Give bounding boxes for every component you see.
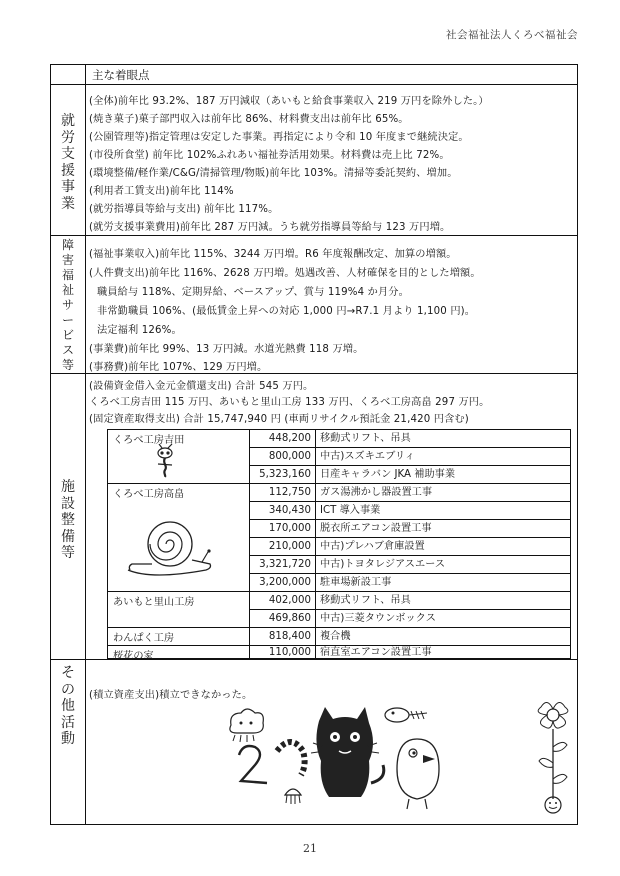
description-cell: ガス湯沸かし器設置工事 bbox=[320, 487, 433, 498]
text-line: 法定福利 126%。 bbox=[97, 325, 182, 336]
amount-cell: 800,000 bbox=[250, 448, 316, 466]
description-cell: 駐車場新設工事 bbox=[320, 577, 392, 588]
snail-doodle bbox=[122, 520, 218, 586]
table-row bbox=[250, 610, 570, 628]
description-cell: 中古)スズキエブリィ bbox=[320, 451, 415, 462]
amount-cell: 170,000 bbox=[250, 520, 316, 538]
amount-cell: 110,000 bbox=[250, 646, 316, 660]
amount-cell: 469,860 bbox=[250, 610, 316, 628]
amount-cell: 112,750 bbox=[250, 484, 316, 502]
row-divider bbox=[51, 235, 577, 236]
section-title-shisetsu: 施 設 整 備 等 bbox=[61, 479, 75, 561]
amount-cell: 818,400 bbox=[250, 628, 316, 646]
description-cell: 日産キャラバン JKA 補助事業 bbox=[320, 469, 456, 480]
table-row bbox=[250, 592, 570, 610]
group-cell bbox=[108, 484, 250, 592]
text-line: くろべ工房吉田 115 万円、あいもと里山工房 133 万円、くろべ工房高畠 297 万円。 bbox=[89, 397, 490, 408]
description-cell: 中古)三菱タウンボックス bbox=[320, 613, 436, 624]
bug-doodle bbox=[150, 444, 180, 478]
group-name: くろべ工房吉田 bbox=[113, 435, 185, 446]
text-line: (福祉事業収入)前年比 115%、3244 万円増。R6 年度報酬改定、加算の増額。 bbox=[89, 249, 457, 260]
group-name: 桜花の家 bbox=[113, 651, 154, 662]
section-title-shuro: 就 労 支 援 事 業 bbox=[61, 113, 75, 212]
org-name: 社会福祉法人くろべ福祉会 bbox=[446, 29, 578, 41]
amount-cell: 448,200 bbox=[250, 430, 316, 448]
text-line: (全体)前年比 93.2%、187 万円減収（あいもと給食事業収入 219 万円を除外した。） bbox=[89, 96, 489, 107]
table-row bbox=[250, 502, 570, 520]
table-row bbox=[250, 556, 570, 574]
group-name: わんぱく工房 bbox=[113, 633, 175, 644]
description-cell: 複合機 bbox=[320, 631, 351, 642]
column-divider bbox=[85, 65, 86, 824]
text-line: 職員給与 118%、定期昇給、ベースアップ、賞与 119%4 か月分。 bbox=[97, 287, 409, 298]
asset-table bbox=[107, 429, 571, 662]
flower-doodle bbox=[533, 695, 573, 815]
table-row bbox=[250, 466, 570, 484]
group-cell bbox=[108, 628, 250, 646]
row-divider bbox=[51, 84, 577, 85]
table-row bbox=[250, 448, 570, 466]
group-name: あいもと里山工房 bbox=[113, 597, 195, 608]
table-row bbox=[250, 574, 570, 592]
text-line: (人件費支出)前年比 116%、2628 万円増。処遇改善、人材確保を目的とした増額。 bbox=[89, 268, 481, 279]
table-row bbox=[250, 646, 570, 660]
group-cell bbox=[108, 592, 250, 628]
description-cell: ICT 導入事業 bbox=[320, 505, 381, 516]
text-line: (事務費)前年比 107%、129 万円増。 bbox=[89, 362, 268, 373]
text-line: (設備資金借入金元金償還支出) 合計 545 万円。 bbox=[89, 381, 314, 392]
description-cell: 中古)プレハブ倉庫設置 bbox=[320, 541, 425, 552]
text-line: (環境整備/軽作業/C&G/清掃管理/物販)前年比 103%。清掃等委託契約、増加。 bbox=[89, 168, 458, 179]
text-line: (固定資産取得支出) 合計 15,747,940 円 (車両リサイクル預託金 21,420 円含む) bbox=[89, 414, 469, 425]
description-cell: 宿直室エアコン設置工事 bbox=[320, 647, 432, 658]
section-title-shogai: 障 害 福 祉 サ ー ビ ス 等 bbox=[61, 238, 74, 372]
description-cell: 脱衣所エアコン設置工事 bbox=[320, 523, 432, 534]
table-row bbox=[250, 538, 570, 556]
text-line: (焼き菓子)菓子部門収入は前年比 86%、材料費支出は前年比 65%。 bbox=[89, 114, 409, 125]
text-line: (公園管理等)指定管理は安定した事業。再指定により令和 10 年度まで継続決定。 bbox=[89, 132, 469, 143]
group-cell bbox=[108, 430, 250, 484]
amount-cell: 340,430 bbox=[250, 502, 316, 520]
table-row bbox=[250, 520, 570, 538]
section-title-sonota: そ の 他 活 動 bbox=[61, 665, 75, 747]
text-line: 非常勤職員 106%、(最低賃金上昇への対応 1,000 円→R7.1 月より 1,100 円)。 bbox=[97, 306, 476, 317]
text-line: (積立資産支出)積立できなかった。 bbox=[89, 690, 253, 701]
table-row bbox=[250, 430, 570, 448]
description-cell: 移動式リフト、吊具 bbox=[320, 433, 411, 444]
main-table bbox=[50, 64, 578, 825]
amount-cell: 210,000 bbox=[250, 538, 316, 556]
text-line: (就労支援事業費用)前年比 287 万円減。うち就労指導員等給与 123 万円増。 bbox=[89, 222, 451, 233]
description-cell: 移動式リフト、吊具 bbox=[320, 595, 411, 606]
group-cell bbox=[108, 646, 250, 660]
table-row bbox=[250, 484, 570, 502]
text-line: (市役所食堂) 前年比 102%ふれあい福祉券活用効果。材料費は売上比 72%。 bbox=[89, 150, 450, 161]
text-line: (就労指導員等給与支出) 前年比 117%。 bbox=[89, 204, 279, 215]
group-name: くろべ工房高畠 bbox=[113, 489, 185, 500]
amount-cell: 402,000 bbox=[250, 592, 316, 610]
page-number: 21 bbox=[303, 842, 317, 855]
table-row bbox=[250, 628, 570, 646]
description-cell: 中古)トヨタレジアスエース bbox=[320, 559, 446, 570]
header-label: 主な着眼点 bbox=[92, 68, 150, 82]
row-divider bbox=[51, 373, 577, 374]
amount-cell: 5,323,160 bbox=[250, 466, 316, 484]
amount-cell: 3,321,720 bbox=[250, 556, 316, 574]
amount-cell: 3,200,000 bbox=[250, 574, 316, 592]
text-line: (事業費)前年比 99%、13 万円減。水道光熱費 118 万増。 bbox=[89, 344, 364, 355]
kids-doodles bbox=[221, 703, 461, 815]
text-line: (利用者工賃支出)前年比 114% bbox=[89, 186, 234, 197]
